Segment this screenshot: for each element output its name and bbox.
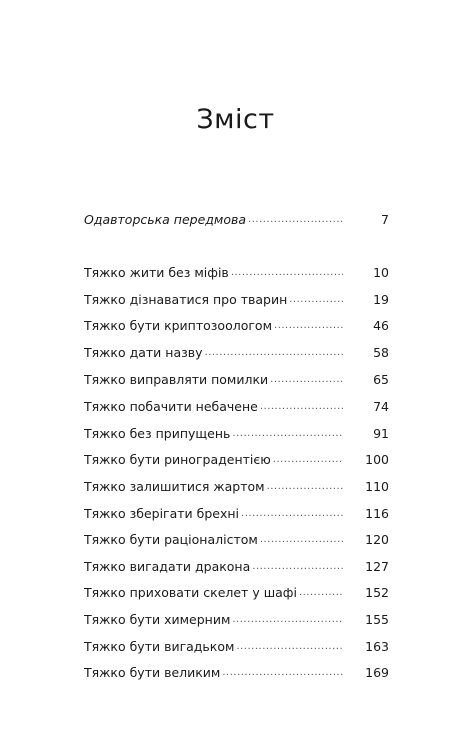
toc-entry-label: Тяжко бути вигадьком	[84, 639, 235, 654]
toc-entry-page: 65	[373, 372, 389, 387]
toc-entry	[84, 263, 389, 283]
toc-leader-dots	[222, 663, 343, 683]
toc-entry-page: 110	[365, 479, 389, 494]
toc-entry-label: Тяжко бути раціоналістом	[84, 532, 258, 547]
toc-entry-page: 58	[373, 345, 389, 360]
toc-entry-page: 152	[365, 585, 389, 600]
toc-leader-dots	[252, 557, 343, 577]
toc-entry	[84, 637, 389, 657]
toc-leader-dots	[236, 637, 343, 657]
toc-entry-page: 19	[373, 292, 389, 307]
toc-entry-label: Тяжко бути химерним	[84, 612, 231, 627]
toc-leader-dots	[273, 450, 343, 470]
toc-entry	[84, 557, 389, 577]
toc-entry	[84, 663, 389, 683]
toc-entry-label: Тяжко побачити небачене	[84, 399, 258, 414]
toc-entry	[84, 397, 389, 417]
toc-entry-label: Тяжко виправляти помилки	[84, 372, 269, 387]
toc-entry-page: 169	[365, 665, 389, 680]
toc-entry-label: Тяжко бути криптозоологом	[84, 318, 273, 333]
toc-leader-dots	[299, 583, 343, 603]
toc-leader-dots	[260, 530, 343, 550]
toc-entry-label: Одавторська передмова	[84, 212, 247, 227]
toc-leader-dots	[232, 424, 343, 444]
toc-entry-label: Тяжко зберігати брехні	[84, 506, 240, 521]
toc-entry-page: 120	[365, 532, 389, 547]
toc-entry-label: Тяжко дати назву	[84, 345, 203, 360]
toc-entry-label: Тяжко жити без міфів	[84, 265, 229, 280]
toc-entry-page: 155	[365, 612, 389, 627]
toc-entry	[84, 370, 389, 390]
toc-leader-dots	[274, 316, 343, 336]
toc-entry-page: 91	[373, 426, 389, 441]
toc-leader-dots	[270, 370, 343, 390]
toc-leader-dots	[267, 477, 343, 497]
toc-leader-dots	[289, 290, 343, 310]
toc-entry	[84, 530, 389, 550]
toc-leader-dots	[232, 610, 343, 630]
toc-entry-label: Тяжко бути великим	[84, 665, 221, 680]
toc-entry	[84, 610, 389, 630]
toc-entry-page: 10	[373, 265, 389, 280]
toc-entry-page: 7	[381, 212, 389, 227]
toc-entry-page: 46	[373, 318, 389, 333]
toc-entry	[84, 316, 389, 336]
toc-entry	[84, 450, 389, 470]
toc-entry-label: Тяжко бути риноградентією	[84, 452, 271, 467]
toc-entry	[84, 290, 389, 310]
toc-entry-label: Тяжко без припущень	[84, 426, 231, 441]
toc-entry	[84, 343, 389, 363]
toc-leader-dots	[205, 343, 343, 363]
page-title: Зміст	[196, 104, 275, 136]
toc-entry-page: 74	[373, 399, 389, 414]
toc-entry-label: Тяжко залишитися жартом	[84, 479, 265, 494]
toc-entry-label: Тяжко дізнаватися про тварин	[84, 292, 288, 307]
toc-leader-dots	[248, 210, 343, 230]
toc-entry-label: Тяжко приховати скелет у шафі	[84, 585, 297, 600]
toc-entry-page: 100	[365, 452, 389, 467]
toc-leader-dots	[241, 504, 343, 524]
toc-entry	[84, 583, 389, 603]
toc-entry	[84, 504, 389, 524]
toc-entry-page: 163	[365, 639, 389, 654]
toc-entry	[84, 477, 389, 497]
toc-leader-dots	[260, 397, 343, 417]
toc-leader-dots	[231, 263, 343, 283]
toc-entry	[84, 210, 389, 230]
toc-entry-label: Тяжко вигадати дракона	[84, 559, 251, 574]
toc-entry	[84, 424, 389, 444]
toc-entry-page: 116	[365, 506, 389, 521]
toc-entry-page: 127	[365, 559, 389, 574]
